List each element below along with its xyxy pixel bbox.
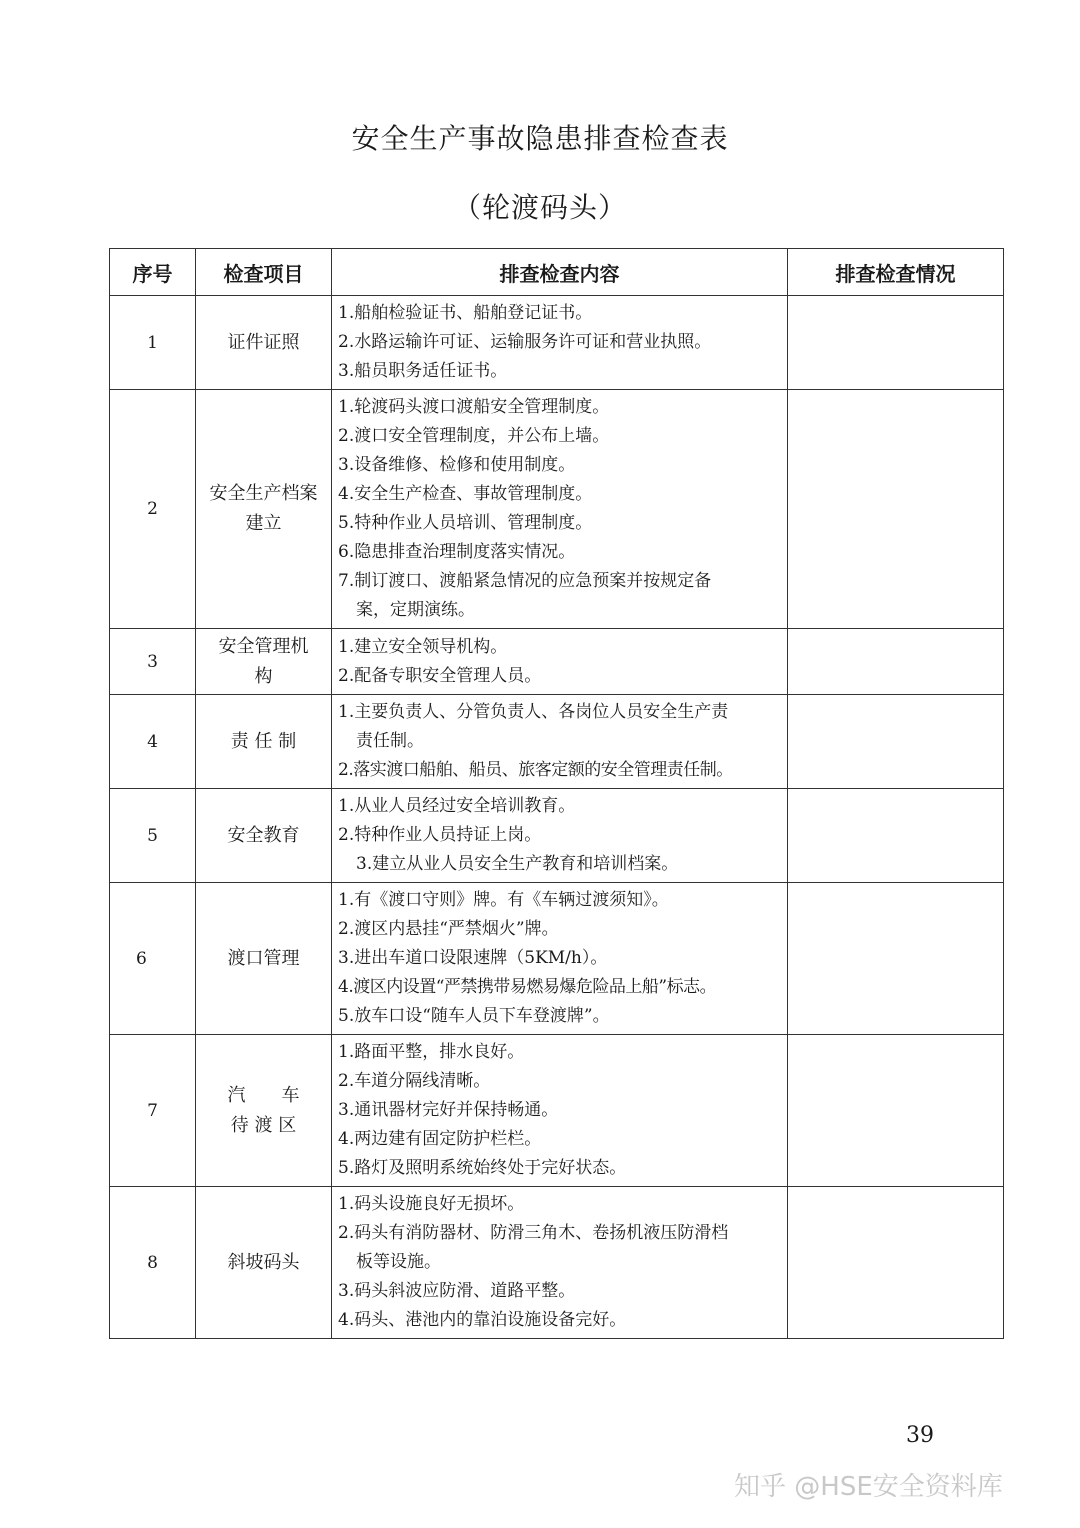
row-number: 3: [110, 629, 196, 695]
row-item-line: 责 任 制: [230, 730, 297, 752]
content-line: 3.码头斜波应防滑、道路平整。: [338, 1281, 576, 1301]
content-line: 4.安全生产检查、事故管理制度。: [338, 484, 593, 504]
page-number: 39: [906, 1423, 934, 1448]
document-title: 安全生产事故隐患排查检查表: [351, 122, 729, 155]
content-line: 2.车道分隔线清晰。: [338, 1071, 491, 1091]
content-line: 2.码头有消防器材、防滑三角木、卷扬机液压防滑档: [338, 1223, 729, 1243]
row-item: [196, 883, 332, 1035]
row-result: [788, 883, 1004, 1035]
watermark: 知乎 @HSE安全资料库: [734, 1472, 1003, 1502]
content-line: 2.落实渡口船舶、船员、旅客定额的安全管理责任制。: [338, 760, 733, 780]
content-line: 3.建立从业人员安全生产教育和培训档案。: [356, 854, 679, 874]
content-line: 1.从业人员经过安全培训教育。: [338, 796, 576, 816]
row-item: [196, 1035, 332, 1187]
row-result: [788, 1187, 1004, 1339]
row-result: [788, 390, 1004, 629]
table-header-row: [110, 249, 1004, 296]
content-line: 责任制。: [356, 731, 424, 751]
content-line: 4.渡区内设置“严禁携带易燃易爆危险品上船”标志。: [338, 977, 717, 997]
header-result: 排查检查情况: [788, 249, 1004, 296]
row-number: 2: [110, 390, 196, 629]
content-line: 5.特种作业人员培训、管理制度。: [338, 513, 593, 533]
content-line: 1.主要负责人、分管负责人、各岗位人员安全生产责: [338, 702, 729, 722]
row-item-line: 汽 车: [227, 1084, 300, 1106]
content-line: 1.路面平整，排水良好。: [338, 1042, 525, 1062]
row-content: [332, 629, 788, 695]
header-num: 序号: [110, 249, 196, 296]
content-line: 案，定期演练。: [356, 600, 475, 620]
content-line: 3.船员职务适任证书。: [338, 361, 508, 381]
row-number: 7: [110, 1035, 196, 1187]
content-line: 5.路灯及照明系统始终处于完好状态。: [338, 1158, 627, 1178]
content-line: 5.放车口设“随车人员下车登渡牌”。: [338, 1006, 610, 1026]
row-item-line: 安全生产档案: [209, 483, 318, 504]
content-line: 2.渡区内悬挂“严禁烟火”牌。: [338, 919, 559, 939]
row-item: [196, 695, 332, 789]
row-item-line: 建立: [245, 513, 282, 534]
content-line: 6.隐患排查治理制度落实情况。: [338, 542, 576, 562]
table-row: [110, 883, 1004, 1035]
row-number: 4: [110, 695, 196, 789]
content-line: 2.特种作业人员持证上岗。: [338, 825, 542, 845]
row-item: [196, 629, 332, 695]
table-row: [110, 629, 1004, 695]
row-item-line: 斜坡码头: [227, 1251, 300, 1273]
table-row: [110, 695, 1004, 789]
row-number: 1: [110, 296, 196, 390]
content-line: 2.配备专职安全管理人员。: [338, 665, 542, 686]
row-item: [196, 296, 332, 390]
row-content: [332, 1187, 788, 1339]
table-row: [110, 296, 1004, 390]
row-result: [788, 695, 1004, 789]
table-row: [110, 1035, 1004, 1187]
row-number: 6: [110, 883, 196, 1035]
content-line: 1.船舶检验证书、船舶登记证书。: [338, 303, 593, 323]
content-line: 1.轮渡码头渡口渡船安全管理制度。: [338, 397, 610, 417]
row-content: [332, 390, 788, 629]
content-line: 3.设备维修、检修和使用制度。: [338, 455, 576, 475]
row-item-line: 证件证照: [227, 331, 300, 353]
row-content: [332, 1035, 788, 1187]
row-item-line: 待 渡 区: [230, 1114, 297, 1136]
content-line: 2.水路运输许可证、运输服务许可证和营业执照。: [338, 332, 712, 352]
content-line: 4.两边建有固定防护栏栏。: [338, 1129, 542, 1149]
header-content: 排查检查内容: [332, 249, 788, 296]
content-line: 板等设施。: [356, 1252, 441, 1272]
content-line: 1.有《渡口守则》牌。有《车辆过渡须知》。: [338, 890, 669, 910]
row-number: 8: [110, 1187, 196, 1339]
row-item-line: 构: [254, 665, 273, 687]
inspection-table: [109, 248, 1004, 1339]
row-item-line: 安全管理机: [218, 635, 309, 657]
row-item: [196, 390, 332, 629]
row-content: [332, 296, 788, 390]
table-row: [110, 390, 1004, 629]
row-content: [332, 695, 788, 789]
row-result: [788, 296, 1004, 390]
content-line: 2.渡口安全管理制度，并公布上墙。: [338, 426, 610, 446]
table-row: [110, 789, 1004, 883]
row-number: 5: [110, 789, 196, 883]
row-result: [788, 1035, 1004, 1187]
row-item: [196, 1187, 332, 1339]
content-line: 3.通讯器材完好并保持畅通。: [338, 1100, 559, 1120]
content-line: 1.码头设施良好无损坏。: [338, 1194, 525, 1214]
table-row: [110, 1187, 1004, 1339]
row-item-line: 安全教育: [227, 824, 300, 846]
content-line: 4.码头、港池内的靠泊设施设备完好。: [338, 1310, 627, 1330]
row-content: [332, 789, 788, 883]
row-result: [788, 789, 1004, 883]
content-line: 7.制订渡口、渡船紧急情况的应急预案并按规定备: [338, 571, 712, 591]
header-item: 检查项目: [196, 249, 332, 296]
row-result: [788, 629, 1004, 695]
row-item-line: 渡口管理: [227, 947, 300, 969]
document-subtitle: （轮渡码头）: [452, 191, 627, 224]
content-line: 3.进出车道口设限速牌（5KM/h）。: [338, 948, 608, 968]
content-line: 1.建立安全领导机构。: [338, 636, 508, 657]
row-content: [332, 883, 788, 1035]
row-item: [196, 789, 332, 883]
